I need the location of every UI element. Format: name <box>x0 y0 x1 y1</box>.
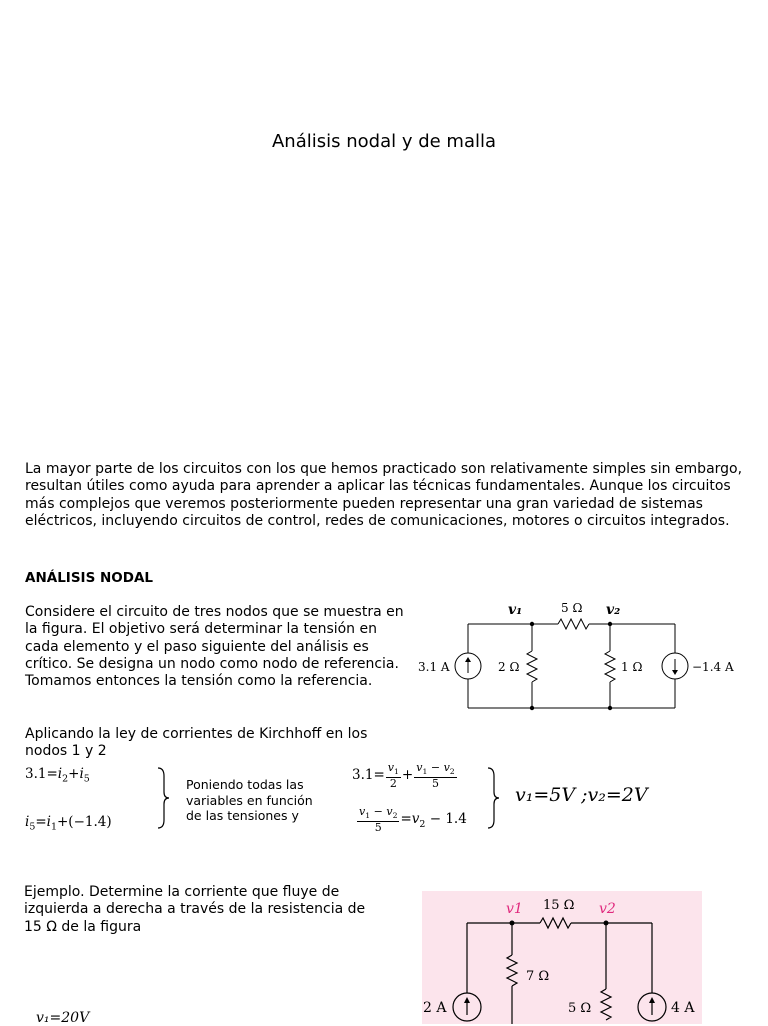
circuit1-left-resistor-label: 2 Ω <box>498 660 520 674</box>
circuit2-series-resistor-label: 15 Ω <box>543 898 575 913</box>
circuit-diagram-1 <box>410 596 740 718</box>
equation-node2-voltages: $\frac{v_1 - v_2}{5}$ $=v_2 - 1.4$ <box>359 805 467 835</box>
equation-node1-voltages: 3.1= $\frac{v_1}{2}$ + $\frac{v_1 - v_2}{5}$ <box>352 761 455 791</box>
right-brace <box>486 766 500 830</box>
example-paragraph: Ejemplo. Determine la corriente que fluye de izquierda a derecha a través de la resistencia de 15 Ω de la figura <box>24 884 366 935</box>
left-brace <box>156 766 170 830</box>
circuit1-series-resistor-label: 5 Ω <box>561 601 583 615</box>
circuit2-right-source-label: 4 A <box>671 1000 695 1016</box>
equation-kcl-node1: $3.1=i_2+i_5$ <box>25 766 90 785</box>
circuit2-left-source-label: 2 A <box>423 1000 447 1016</box>
equation-kcl-node2: $i_5=i_1+(-1.4)$ <box>25 814 112 833</box>
circuit1-right-resistor-label: 1 Ω <box>621 660 643 674</box>
circuit2-node1-label: v1 <box>506 901 523 917</box>
nodal-paragraph: Considere el circuito de tres nodos que se muestra en la figura. El objetivo será determinar la tensión en cada elemento y el paso siguiente del análisis es crítico. Se designa un nodo como nodo de referencia. Tomamos entonces la tensión como la referencia. <box>25 604 404 690</box>
substitution-note: Poniendo todas las variables en función de las tensiones y <box>186 777 313 823</box>
circuit2-node2-label: v2 <box>599 901 616 917</box>
circuit-diagram-2 <box>422 891 702 1024</box>
result-voltages: v₁=5V ;v₂=2V <box>515 784 648 806</box>
example-equation: v₁=20V <box>36 1010 90 1026</box>
circuit2-right-resistor-label: 5 Ω <box>568 1001 592 1016</box>
circuit1-node1-label: v₁ <box>508 602 523 618</box>
section-heading: ANÁLISIS NODAL <box>25 570 154 586</box>
page-title: Análisis nodal y de malla <box>271 131 497 152</box>
circuit1-node2-label: v₂ <box>606 602 621 618</box>
circuit1-left-source-label: 3.1 A <box>418 660 450 674</box>
circuit2-mid-resistor-label: 7 Ω <box>526 969 550 984</box>
intro-paragraph: La mayor parte de los circuitos con los que hemos practicado son relativamente simples sin embargo, resultan útiles como ayuda para aprender a aplicar las técnicas fundamentales. Aunque los circuitos más complejos que veremos posteriormente pueden representar una gran variedad de sistemas eléctricos, incluyendo circuitos de control, redes de comunicaciones, motores o circuitos integrados. <box>25 461 743 529</box>
circuit1-right-source-label: −1.4 A <box>692 660 734 674</box>
kirchhoff-paragraph: Aplicando la ley de corrientes de Kirchhoff en los nodos 1 y 2 <box>25 726 368 760</box>
